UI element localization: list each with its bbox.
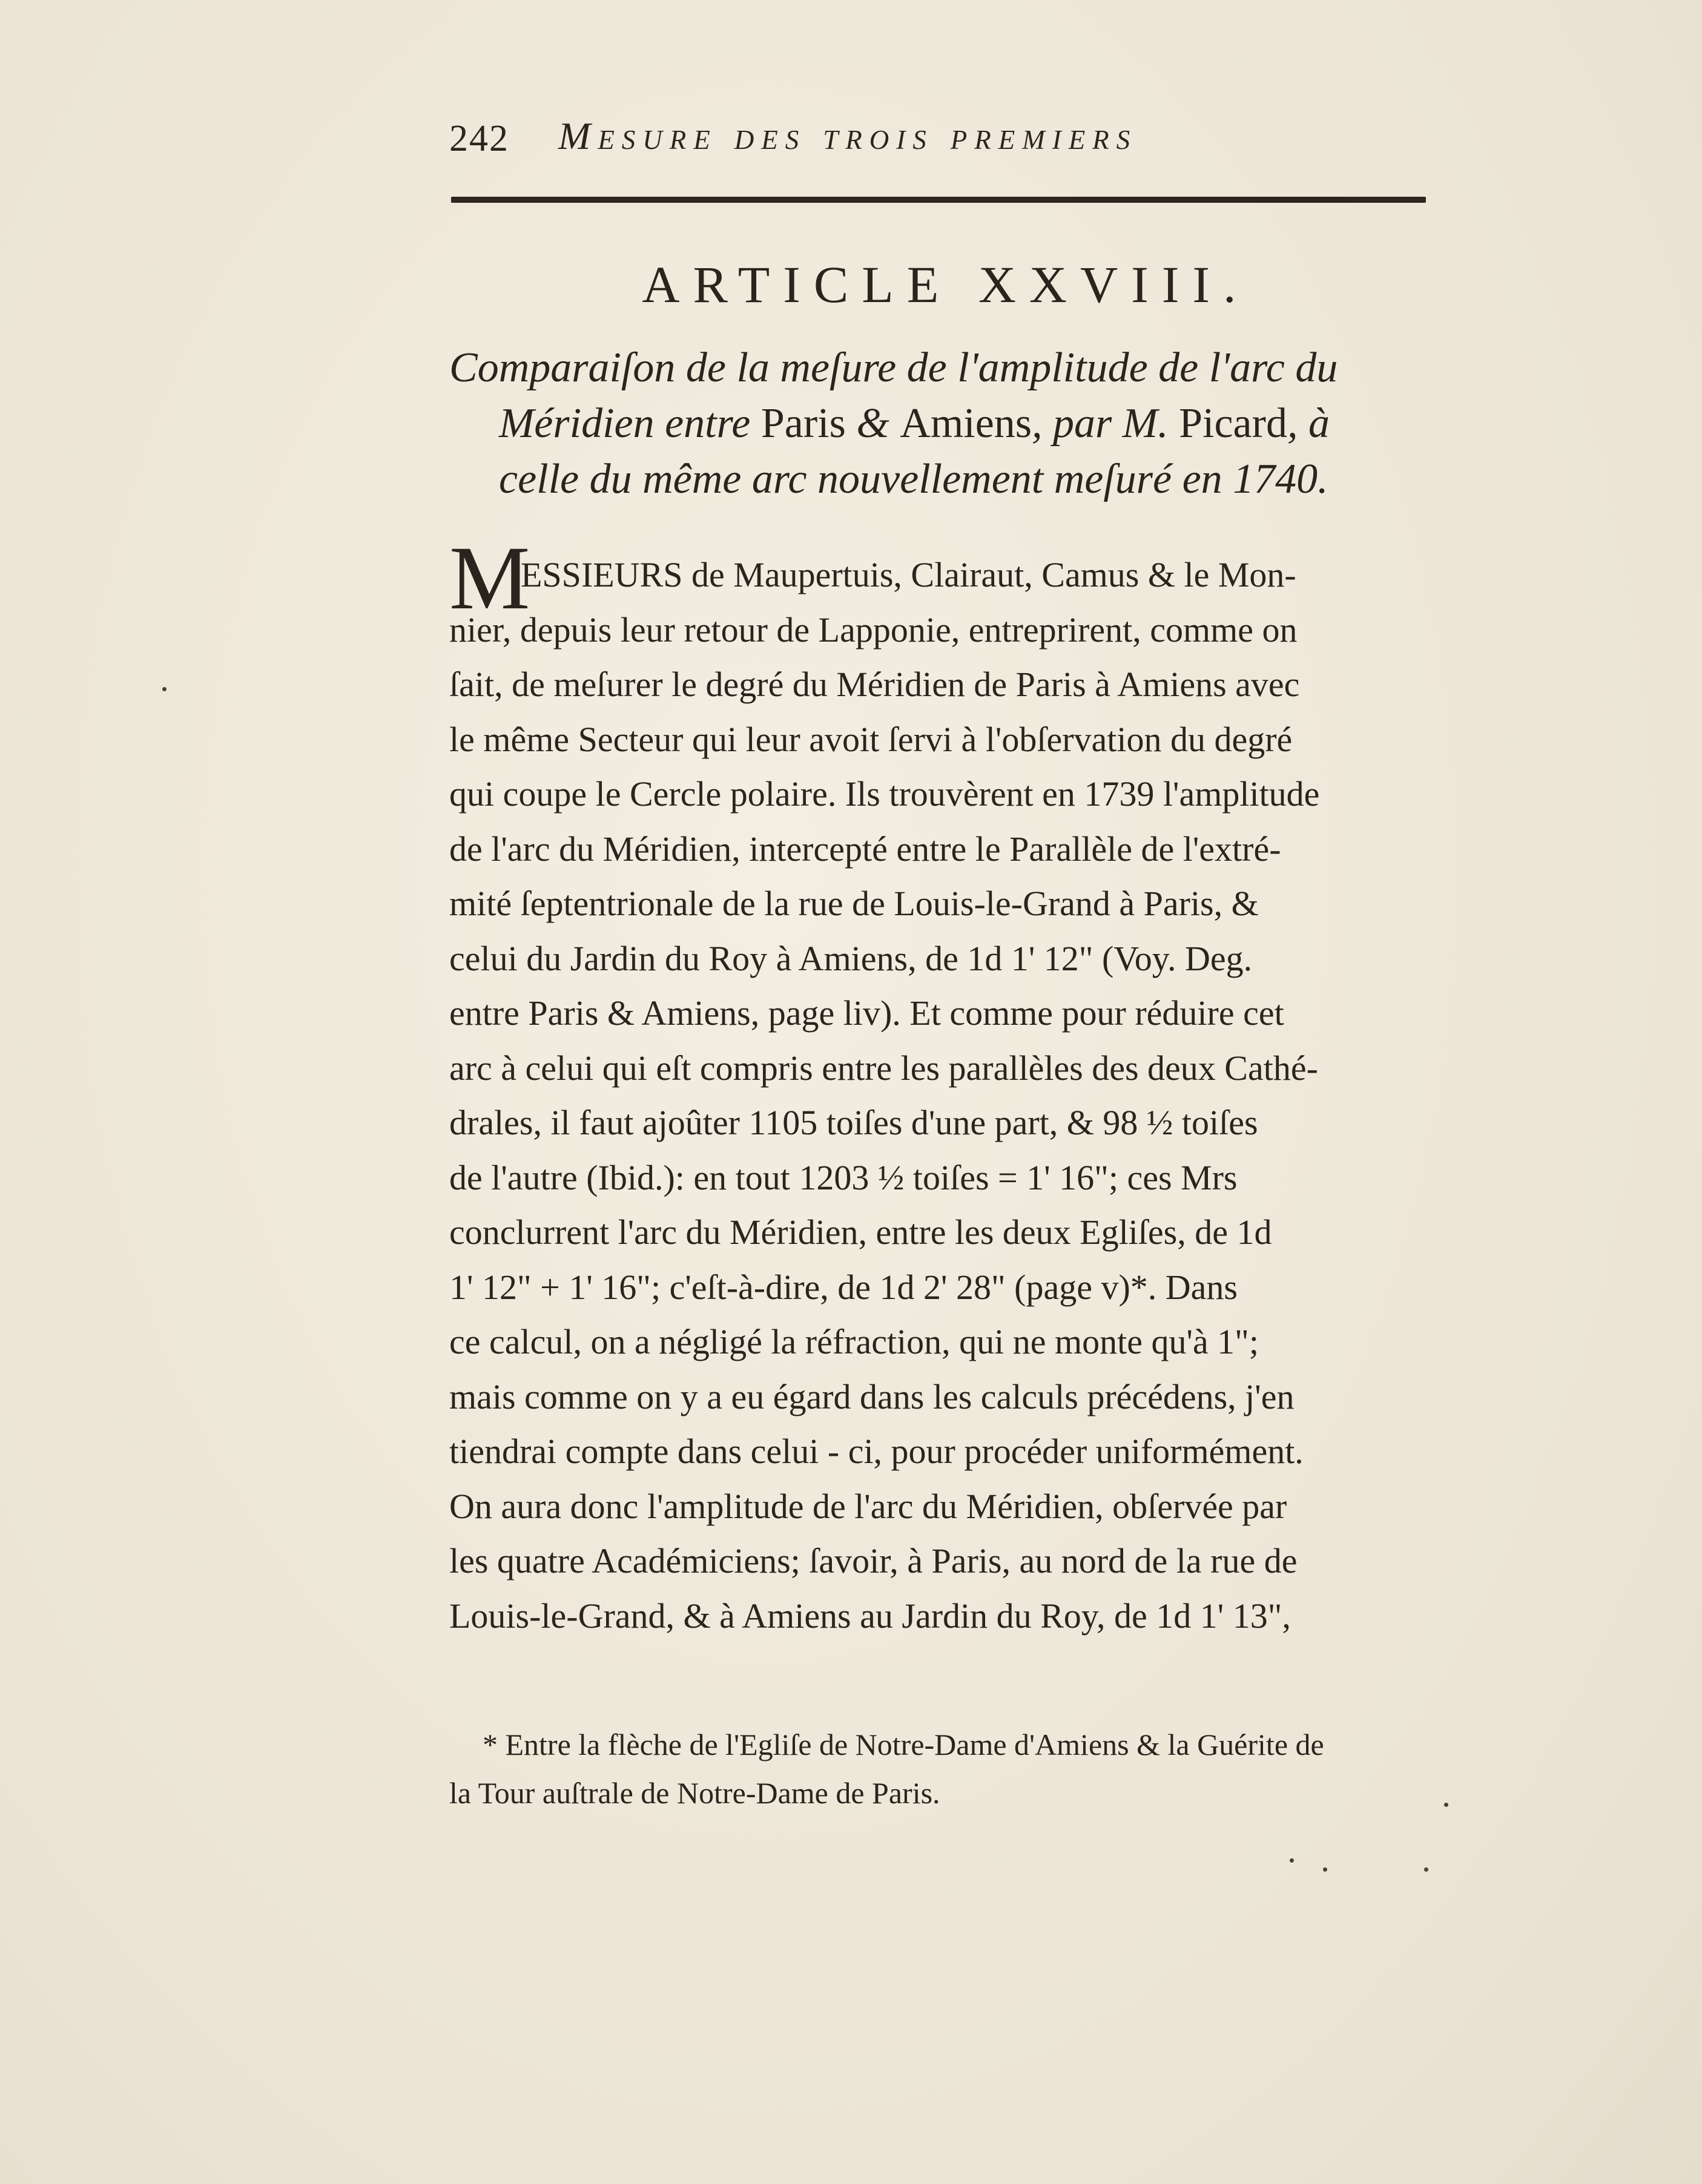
running-title: Mesure des trois premiers	[558, 114, 1138, 157]
body-line: ce calcul, on a négligé la réfraction, qui ne monte qu'à 1";	[449, 1322, 1259, 1361]
paper-speck	[1444, 1803, 1448, 1807]
body-line: Louis-le-Grand, & à Amiens au Jardin du Roy, de 1d 1' 13",	[449, 1596, 1291, 1636]
subtitle-place-amiens: Amiens	[900, 400, 1032, 447]
body-line: de l'arc du Méridien, intercepté entre le Parallèle de l'extré-	[449, 829, 1281, 869]
body-line: les quatre Académiciens; ſavoir, à Paris, au nord de la rue de	[449, 1541, 1298, 1580]
article-heading: ARTICLE XXVIII.	[642, 255, 1250, 314]
body-line: entre Paris & Amiens, page liv). Et comme pour réduire cet	[449, 993, 1284, 1033]
body-line: mais comme on y a eu égard dans les calculs précédens, j'en	[449, 1377, 1295, 1416]
subtitle-author-picard: Picard	[1179, 400, 1287, 447]
subtitle-text: , par M.	[1032, 400, 1179, 447]
footnote-line: la Tour auſtrale de Notre-Dame de Paris.	[449, 1776, 940, 1810]
subtitle-text: Comparaiſon de la meſure de l'amplitude de l'arc du	[449, 344, 1338, 391]
body-paragraph	[449, 548, 1442, 1643]
paper-speck	[162, 687, 167, 691]
body-line: nier, depuis leur retour de Lapponie, entreprirent, comme on	[449, 610, 1298, 650]
paper-speck	[1290, 1858, 1294, 1863]
body-line: mité ſeptentrionale de la rue de Louis-le-Grand à Paris, &	[449, 884, 1259, 923]
header-rule	[451, 197, 1426, 203]
body-line: conclurrent l'arc du Méridien, entre les deux Egliſes, de 1d	[449, 1212, 1272, 1252]
subtitle-line	[449, 396, 1442, 452]
subtitle-line	[449, 340, 1442, 396]
subtitle-text: Méridien entre	[499, 400, 761, 447]
body-line: qui coupe le Cercle polaire. Ils trouvèrent en 1739 l'amplitude	[449, 774, 1320, 814]
paper-speck	[1424, 1867, 1428, 1872]
body-line: de l'autre (Ibid.): en tout 1203 ½ toiſes = 1' 16"; ces Mrs	[449, 1157, 1238, 1197]
body-line: arc à celui qui eſt compris entre les parallèles des deux Cathé-	[449, 1048, 1318, 1088]
paper-speck	[1323, 1867, 1327, 1872]
page-number: 242	[449, 118, 509, 159]
body-line: ſait, de meſurer le degré du Méridien de Paris à Amiens avec	[449, 665, 1300, 704]
subtitle-line	[449, 452, 1442, 507]
body-line: drales, il faut ajoûter 1105 toiſes d'une part, & 98 ½ toiſes	[449, 1103, 1258, 1142]
footnote	[449, 1720, 1448, 1817]
subtitle-text: &	[845, 400, 900, 447]
drop-cap: M	[449, 528, 530, 628]
body-line: On aura donc l'amplitude de l'arc du Méridien, obſervée par	[449, 1486, 1287, 1526]
body-line: celui du Jardin du Roy à Amiens, de 1d 1' 12" (Voy. Deg.	[449, 938, 1253, 978]
body-line: le même Secteur qui leur avoit ſervi à l'obſervation du degré	[449, 719, 1293, 759]
body-line: tiendrai compte dans celui - ci, pour procéder uniformément.	[449, 1432, 1304, 1471]
subtitle-text: celle du même arc nouvellement meſuré en 1740.	[499, 456, 1328, 502]
subtitle-place-paris: Paris	[760, 400, 846, 447]
subtitle-text: , à	[1287, 400, 1330, 447]
article-subtitle	[449, 340, 1442, 507]
body-line: ESSIEURS de Maupertuis, Clairaut, Camus & le Mon-	[521, 555, 1296, 594]
page-header	[449, 114, 1454, 168]
body-line: 1' 12" + 1' 16"; c'eſt-à-dire, de 1d 2' 28" (page v)*. Dans	[449, 1267, 1238, 1307]
footnote-line: * Entre la flèche de l'Egliſe de Notre-Dame d'Amiens & la Guérite de	[483, 1728, 1324, 1761]
